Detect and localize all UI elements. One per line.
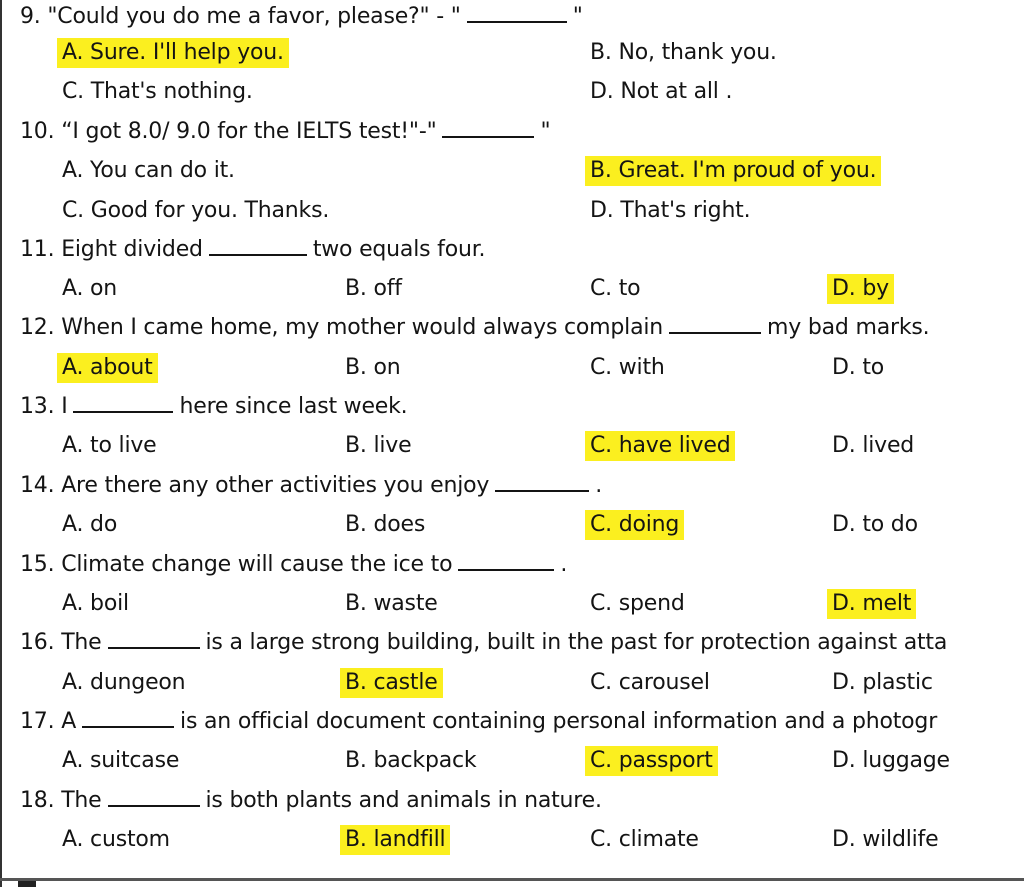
answer-blank	[495, 472, 589, 492]
question-text-start: A	[61, 709, 77, 734]
option-a: A. about	[57, 353, 158, 383]
question-17	[20, 707, 937, 737]
question-12	[20, 313, 929, 343]
page-corner-mark	[18, 881, 36, 887]
option-b: B. landfill	[340, 825, 450, 855]
question-text-end: "	[540, 119, 551, 144]
question-text-start: The	[61, 630, 102, 655]
question-text-start: “I got 8.0/ 9.0 for the IELTS test!"-"	[61, 119, 437, 144]
option-d: D. That's right.	[590, 198, 751, 223]
question-number: 14.	[20, 473, 55, 498]
question-text-end: two equals four.	[312, 237, 486, 262]
answer-blank	[82, 708, 174, 728]
question-text-end: here since last week.	[179, 394, 408, 419]
option-a: A. Sure. I'll help you.	[57, 38, 289, 68]
question-number: 18.	[20, 788, 55, 813]
page-bottom-border	[0, 878, 1024, 881]
question-text-start: Climate change will cause the ice to	[61, 552, 453, 577]
option-a: A. You can do it.	[62, 158, 235, 183]
option-b: B. backpack	[345, 748, 477, 773]
question-18	[20, 786, 602, 816]
option-d: D. melt	[827, 589, 916, 619]
answer-blank	[108, 629, 200, 649]
answer-blank	[209, 236, 307, 256]
question-number: 12.	[20, 315, 55, 340]
option-a: A. custom	[62, 827, 170, 852]
option-b: B. live	[345, 433, 412, 458]
question-text-end: "	[572, 4, 583, 29]
option-d: D. lived	[832, 433, 915, 458]
option-c: C. Good for you. Thanks.	[62, 198, 330, 223]
question-text-end: my bad marks.	[767, 315, 930, 340]
question-11	[20, 235, 485, 265]
option-a: A. suitcase	[62, 748, 180, 773]
answer-blank	[442, 118, 534, 138]
question-15	[20, 550, 567, 580]
option-a: A. dungeon	[62, 670, 186, 695]
question-text-end: .	[560, 552, 568, 577]
option-c: C. spend	[590, 591, 685, 616]
option-c: C. passport	[585, 746, 718, 776]
option-c: C. That's nothing.	[62, 79, 253, 104]
question-text-end: is both plants and animals in nature.	[205, 788, 602, 813]
question-number: 10.	[20, 119, 55, 144]
option-a: A. to live	[62, 433, 157, 458]
option-c: C. to	[590, 276, 641, 301]
option-b: B. waste	[345, 591, 438, 616]
question-text-start: "Could you do me a favor, please?" - "	[47, 4, 461, 29]
option-d: D. to do	[832, 512, 918, 537]
question-text-start: Are there any other activities you enjoy	[61, 473, 490, 498]
question-10	[20, 117, 550, 147]
option-d: D. Not at all .	[590, 79, 733, 104]
answer-blank	[467, 3, 567, 23]
option-a: A. do	[62, 512, 118, 537]
answer-blank	[73, 393, 173, 413]
question-text-end: is a large strong building, built in the past for protection against atta	[205, 630, 948, 655]
option-b: B. off	[345, 276, 402, 301]
option-a: A. on	[62, 276, 118, 301]
answer-blank	[669, 314, 761, 334]
option-d: D. luggage	[832, 748, 950, 773]
answer-blank	[458, 551, 554, 571]
option-d: D. wildlife	[832, 827, 939, 852]
option-c: C. climate	[590, 827, 699, 852]
question-9	[20, 2, 583, 32]
option-b: B. does	[345, 512, 426, 537]
question-text-end: .	[595, 473, 603, 498]
option-c: C. have lived	[585, 431, 735, 461]
question-text-start: I	[61, 394, 68, 419]
option-c: C. carousel	[590, 670, 710, 695]
question-number: 15.	[20, 552, 55, 577]
option-b: B. castle	[340, 668, 443, 698]
option-d: D. to	[832, 355, 885, 380]
option-c: C. doing	[585, 510, 684, 540]
question-text-end: is an official document containing personal information and a photogr	[180, 709, 938, 734]
question-14	[20, 471, 602, 501]
question-text-start: The	[61, 788, 102, 813]
question-number: 9.	[20, 4, 41, 29]
question-text-start: When I came home, my mother would always complain	[61, 315, 664, 340]
option-d: D. by	[827, 274, 894, 304]
question-number: 17.	[20, 709, 55, 734]
answer-blank	[108, 787, 200, 807]
option-b: B. No, thank you.	[590, 40, 777, 65]
question-number: 16.	[20, 630, 55, 655]
question-number: 11.	[20, 237, 55, 262]
question-16	[20, 628, 947, 658]
option-b: B. Great. I'm proud of you.	[585, 156, 881, 186]
option-d: D. plastic	[832, 670, 933, 695]
question-text-start: Eight divided	[61, 237, 203, 262]
option-b: B. on	[345, 355, 401, 380]
question-13	[20, 392, 407, 422]
option-c: C. with	[590, 355, 665, 380]
option-a: A. boil	[62, 591, 129, 616]
question-number: 13.	[20, 394, 55, 419]
